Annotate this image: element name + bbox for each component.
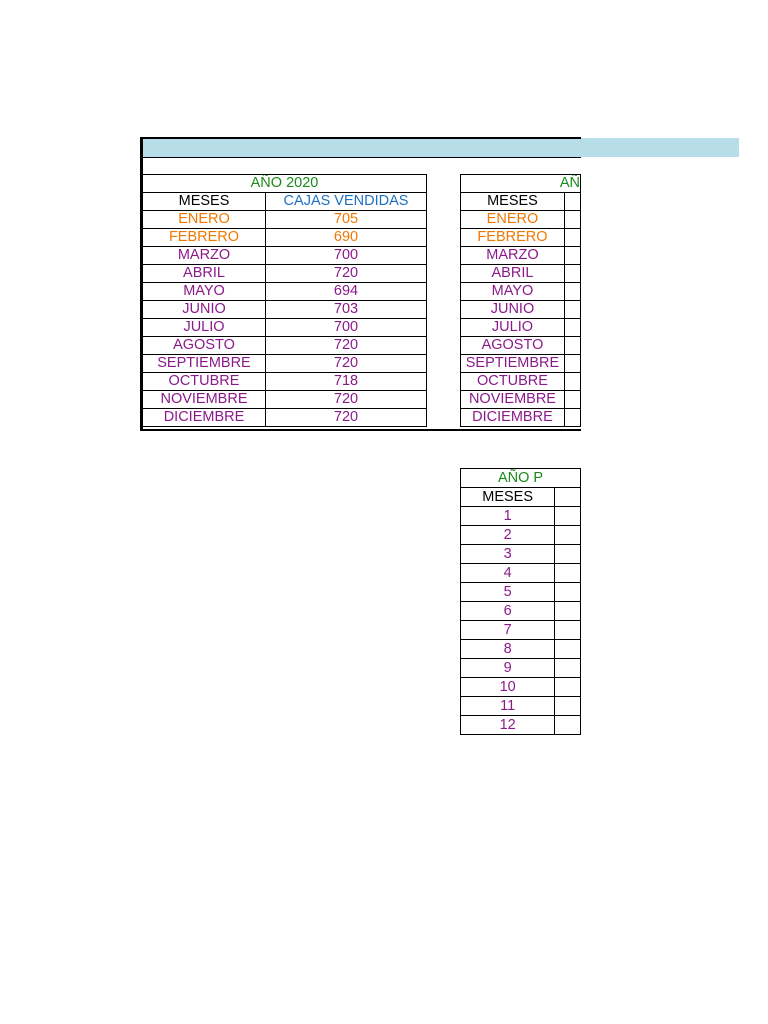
month-number-cell[interactable]: 1 (461, 507, 555, 526)
col-header-meses[interactable]: MESES (461, 193, 565, 211)
month-cell[interactable]: SEPTIEMBRE (461, 355, 565, 373)
value-cell[interactable] (564, 211, 580, 229)
value-cell[interactable]: 720 (266, 355, 427, 373)
table-projection (460, 468, 581, 735)
month-number-cell[interactable]: 7 (461, 621, 555, 640)
value-cell[interactable] (555, 507, 581, 526)
table-row (461, 355, 581, 373)
value-cell[interactable]: 700 (266, 319, 427, 337)
value-cell[interactable]: 718 (266, 373, 427, 391)
header-band (140, 139, 581, 158)
value-cell[interactable] (555, 621, 581, 640)
col-header-meses[interactable]: MESES (461, 488, 555, 507)
table-row (461, 337, 581, 355)
month-cell[interactable]: MAYO (143, 283, 266, 301)
value-cell[interactable]: 720 (266, 409, 427, 427)
table-row (143, 211, 427, 229)
table-row (461, 621, 581, 640)
table-row (461, 265, 581, 283)
value-cell[interactable] (564, 391, 580, 409)
month-cell[interactable]: ABRIL (143, 265, 266, 283)
table-row (461, 640, 581, 659)
value-cell[interactable]: 694 (266, 283, 427, 301)
table-row (143, 355, 427, 373)
month-number-cell[interactable]: 6 (461, 602, 555, 621)
value-cell[interactable]: 705 (266, 211, 427, 229)
value-cell[interactable] (564, 265, 580, 283)
month-number-cell[interactable]: 2 (461, 526, 555, 545)
value-cell[interactable] (555, 545, 581, 564)
table-row (461, 678, 581, 697)
table-row (143, 265, 427, 283)
month-cell[interactable]: ABRIL (461, 265, 565, 283)
month-cell[interactable]: MARZO (461, 247, 565, 265)
value-cell[interactable] (555, 640, 581, 659)
month-number-cell[interactable]: 5 (461, 583, 555, 602)
month-number-cell[interactable]: 8 (461, 640, 555, 659)
table-row (461, 211, 581, 229)
value-cell[interactable] (564, 355, 580, 373)
table-second-year-header-row (461, 193, 581, 211)
month-cell[interactable]: NOVIEMBRE (461, 391, 565, 409)
month-number-cell[interactable]: 4 (461, 564, 555, 583)
month-cell[interactable]: SEPTIEMBRE (143, 355, 266, 373)
value-cell[interactable]: 700 (266, 247, 427, 265)
table-projection-header-row (461, 488, 581, 507)
value-cell[interactable] (555, 716, 581, 735)
table-row (461, 697, 581, 716)
value-cell[interactable] (555, 659, 581, 678)
table-row (143, 391, 427, 409)
table-row (461, 659, 581, 678)
value-cell[interactable] (564, 373, 580, 391)
value-cell[interactable]: 690 (266, 229, 427, 247)
print-area (140, 137, 581, 437)
table-row (143, 283, 427, 301)
table-row (143, 319, 427, 337)
value-cell[interactable] (564, 319, 580, 337)
value-cell[interactable] (564, 337, 580, 355)
table-2020-title[interactable]: AÑO 2020 (143, 175, 427, 193)
bottom-border (140, 429, 581, 431)
table-row (143, 301, 427, 319)
table-row (461, 319, 581, 337)
col-header-cajas-vendidas[interactable]: CAJAS VENDIDAS (266, 193, 427, 211)
value-cell[interactable] (564, 283, 580, 301)
month-number-cell[interactable]: 3 (461, 545, 555, 564)
table-row (461, 409, 581, 427)
month-cell[interactable]: OCTUBRE (461, 373, 565, 391)
month-number-cell[interactable]: 9 (461, 659, 555, 678)
month-cell[interactable]: ENERO (143, 211, 266, 229)
value-cell[interactable] (564, 229, 580, 247)
table-row (461, 247, 581, 265)
col-header-meses[interactable]: MESES (143, 193, 266, 211)
table-2020 (142, 174, 427, 427)
table-row (143, 247, 427, 265)
month-cell[interactable]: JULIO (143, 319, 266, 337)
table-row (461, 545, 581, 564)
month-cell[interactable]: AGOSTO (461, 337, 565, 355)
table-row (461, 507, 581, 526)
month-cell[interactable]: MAYO (461, 283, 565, 301)
table-row (143, 373, 427, 391)
table-row (461, 373, 581, 391)
table-row (461, 583, 581, 602)
table-projection-title-row (461, 469, 581, 488)
month-cell[interactable]: FEBRERO (143, 229, 266, 247)
table-row (461, 716, 581, 735)
table-second-year-title[interactable]: AÑ (461, 175, 581, 193)
value-cell[interactable]: 703 (266, 301, 427, 319)
value-cell[interactable] (555, 488, 581, 507)
month-cell[interactable]: MARZO (143, 247, 266, 265)
value-cell[interactable] (564, 193, 580, 211)
value-cell[interactable] (555, 602, 581, 621)
table-row (461, 283, 581, 301)
table-row (143, 229, 427, 247)
month-cell[interactable]: ENERO (461, 211, 565, 229)
value-cell[interactable] (555, 697, 581, 716)
value-cell[interactable] (555, 526, 581, 545)
header-band-overflow (581, 138, 739, 157)
value-cell[interactable] (564, 301, 580, 319)
table-row (461, 602, 581, 621)
table-second-year (460, 174, 581, 427)
value-cell[interactable] (555, 678, 581, 697)
table-row (461, 564, 581, 583)
table-row (461, 526, 581, 545)
table-row (143, 337, 427, 355)
month-cell[interactable]: DICIEMBRE (461, 409, 565, 427)
table-row (143, 409, 427, 427)
projection-area (460, 468, 581, 738)
month-cell[interactable]: FEBRERO (461, 229, 565, 247)
value-cell[interactable] (564, 247, 580, 265)
left-border (140, 137, 143, 431)
month-cell[interactable]: JUNIO (143, 301, 266, 319)
table-row (461, 391, 581, 409)
month-cell[interactable]: NOVIEMBRE (143, 391, 266, 409)
month-number-cell[interactable]: 11 (461, 697, 555, 716)
month-cell[interactable]: JULIO (461, 319, 565, 337)
month-number-cell[interactable]: 12 (461, 716, 555, 735)
table-projection-title[interactable]: AÑO P (461, 469, 581, 488)
table-second-year-title-row (461, 175, 581, 193)
month-cell[interactable]: OCTUBRE (143, 373, 266, 391)
month-cell[interactable]: DICIEMBRE (143, 409, 266, 427)
table-row (461, 229, 581, 247)
value-cell[interactable] (555, 583, 581, 602)
month-number-cell[interactable]: 10 (461, 678, 555, 697)
table-2020-title-row (143, 175, 427, 193)
value-cell[interactable]: 720 (266, 391, 427, 409)
value-cell[interactable] (564, 409, 580, 427)
value-cell[interactable]: 720 (266, 337, 427, 355)
value-cell[interactable]: 720 (266, 265, 427, 283)
month-cell[interactable]: AGOSTO (143, 337, 266, 355)
table-2020-header-row (143, 193, 427, 211)
month-cell[interactable]: JUNIO (461, 301, 565, 319)
value-cell[interactable] (555, 564, 581, 583)
table-row (461, 301, 581, 319)
